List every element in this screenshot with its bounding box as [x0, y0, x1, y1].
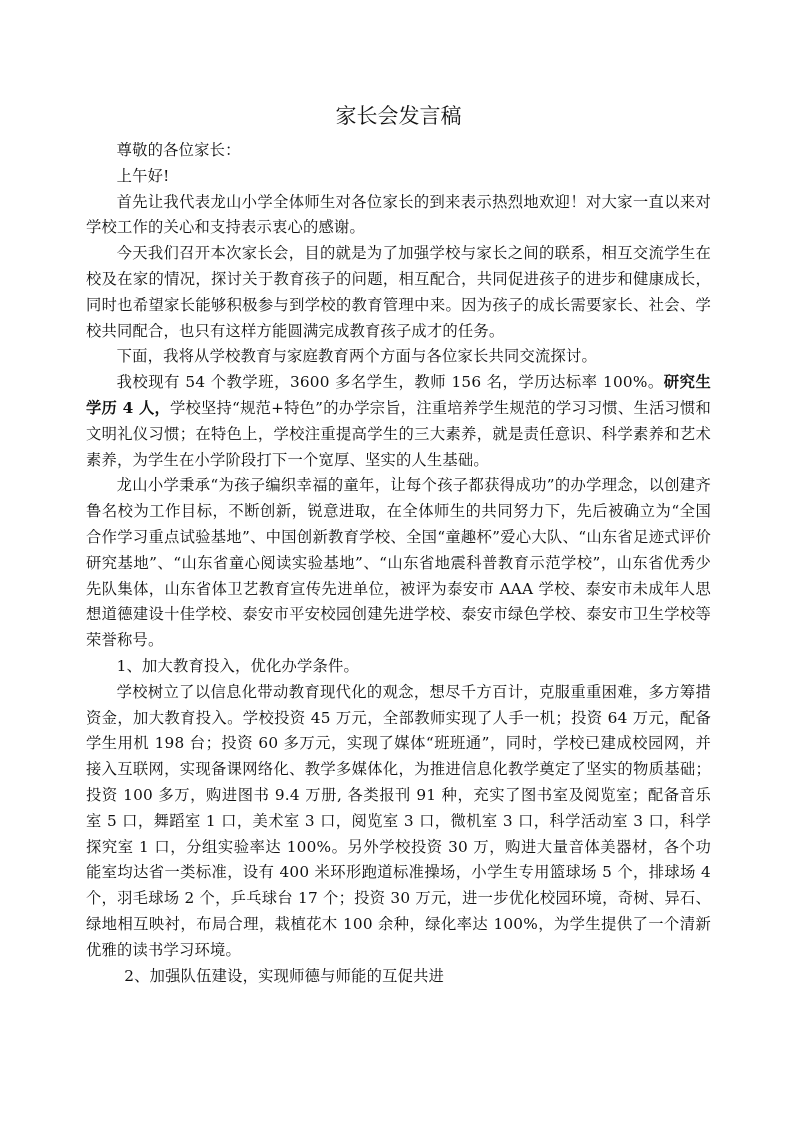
paragraph-investment: 学校树立了以信息化带动教育现代化的观念，想尽千方百计，克服重重困难，多方筹措资金，加大教育投入。学校投资 45 万元，全部教师实现了人手一机；投资 64 万元，配备学生用机 198 台；投资 60 多万元，实现了媒体“班班通”，同时，学校已建成校园网，并接入互联网，实现备课网络化、教学多媒体化，为推进信息化教学奠定了坚实的物质基础；投资 100 多万，购进图书 9.4 万册, 各类报刊 91 种，充实了图书室及阅览室；配备音乐室 5 口，舞蹈室 1 口，美术室 3 口，阅览室 3 口，微机室 3 口，科学活动室 3 口，科学探究室 1 口，分组实验率达 100%。另外学校投资 30 万，购进大量音体美器材，各个功能室均达省一类标准，设有 400 米环形跑道标准操场，小学生专用篮球场 5 个，排球场 4 个，羽毛球场 2 个，乒乓球台 17 个；投资 30 万元，进一步优化校园环境，奇树、异石、绿地相互映衬，布局合理，栽植花木 100 余种，绿化率达 100%，为学生提供了一个清新优雅的读书学习环境。 [86, 682, 711, 959]
paragraph-welcome: 首先让我代表龙山小学全体师生对各位家长的到来表示热烈地欢迎！对大家一直以来对学校工作的关心和支持表示衷心的感谢。 [86, 192, 711, 237]
school-stats-text: 我校现有 54 个教学班，3600 多名学生，教师 156 名，学历达标率 100%。 [116, 373, 664, 392]
paragraph-honors: 龙山小学秉承“为孩子编织幸福的童年，让每个孩子都获得成功”的办学理念，以创建齐鲁名校为工作目标，不断创新，锐意进取，在全体师生的共同努力下，先后被确立为“全国合作学习重点试验基地”、中国创新教育学校、全国“童趣杯”爱心大队、“山东省足迹式评价研究基地”、“山东省童心阅读实验基地”、“山东省地震科普教育示范学校”，山东省优秀少先队集体，山东省体卫艺教育宣传先进单位，被评为泰安市 AAA 学校、泰安市未成年人思想道德建设十佳学校、泰安市平安校园创建先进学校、泰安市绿色学校、泰安市卫生学校等荣誉称号。 [86, 476, 711, 650]
paragraph-school-stats [86, 370, 711, 473]
paragraph-purpose: 今天我们召开本次家长会，目的就是为了加强学校与家长之间的联系，相互交流学生在校及在家的情况，探讨关于教育孩子的问题，相互配合，共同促进孩子的进步和健康成长，同时也希望家长能够积极参与到学校的教育管理中来。因为孩子的成长需要家长、社会、学校共同配合，也只有这样方能圆满完成教育孩子成才的任务。 [86, 244, 711, 340]
good-morning: 上午好! [116, 166, 170, 185]
graduate-degree-highlight: 研究生学历 4 人， [86, 373, 711, 417]
section-heading-1: 1、加大教育投入，优化办学条件。 [116, 656, 359, 675]
school-stats-text-cont: 学校坚持“规范+特色”的办学宗旨，注重培养学生规范的学习习惯、生活习惯和文明礼仪习惯；在特色上，学校注重提高学生的三大素养，就是责任意识、科学素养和艺术素养，为学生在小学阶段打下一个宽厚、坚实的人生基础。 [86, 398, 711, 469]
document-title: 家长会发言稿 [335, 104, 462, 128]
greeting: 尊敬的各位家长： [116, 141, 241, 159]
paragraph-intro: 下面，我将从学校教育与家庭教育两个方面与各位家长共同交流探讨。 [116, 347, 597, 366]
section-heading-2: 2、加强队伍建设，实现师德与师能的互促共进 [124, 966, 445, 985]
document-page [86, 98, 711, 989]
